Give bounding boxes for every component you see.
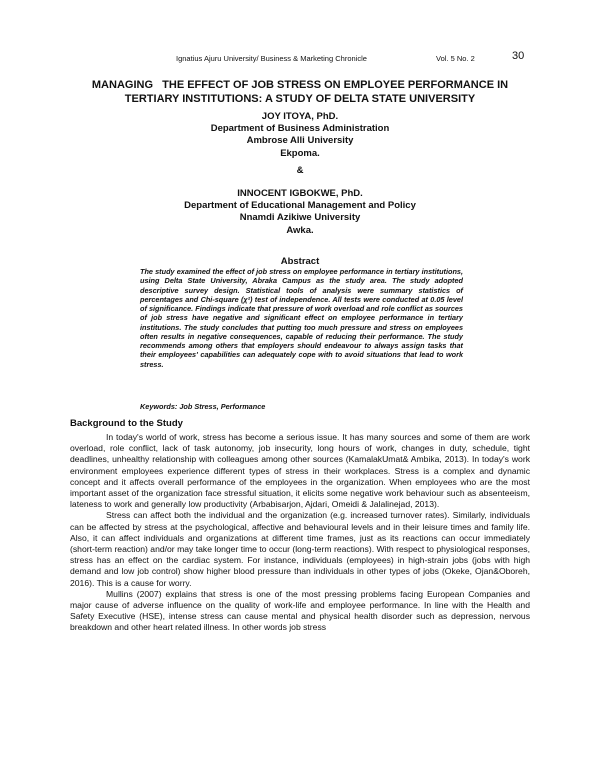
author1-department: Department of Business Administration <box>210 123 390 135</box>
author-block <box>60 111 540 237</box>
volume-issue: Vol. 5 No. 2 <box>436 54 475 63</box>
body-paragraph: Mullins (2007) explains that stress is one of the most pressing problems facing European Companies and major cause of adverse influence on the quality of work-life and employee performance. In line with the Health and Safety Executive (HSE), intense stress can cause mental and physical health disorder such as depression, nervous breakdown and other heart related illness. In other words job stress <box>70 588 530 633</box>
page-number: 30 <box>512 50 525 62</box>
author2-city: Awka. <box>286 224 314 236</box>
journal-name: Ignatius Ajuru University/ Business & Marketing Chronicle <box>176 54 367 63</box>
title-line-2: TERTIARY INSTITUTIONS: A STUDY OF DELTA STATE UNIVERSITY <box>124 93 476 105</box>
author2-department: Department of Educational Management and Policy <box>184 200 416 212</box>
author1-university: Ambrose Alli University <box>246 135 354 147</box>
author-separator: & <box>296 164 304 176</box>
author2-university: Nnamdi Azikiwe University <box>239 212 361 224</box>
title-line-1: MANAGING THE EFFECT OF JOB STRESS ON EMPLOYEE PERFORMANCE IN <box>91 79 509 91</box>
author1-city: Ekpoma. <box>280 147 320 159</box>
paper-title <box>60 78 540 106</box>
author1-name: JOY ITOYA, PhD. <box>261 111 339 122</box>
running-header <box>0 50 600 66</box>
section-heading: Background to the Study <box>70 418 183 429</box>
section-body <box>70 432 530 634</box>
abstract-text: The study examined the effect of job stress on employee performance in tertiary institutions, using Delta State University, Abraka Campus as the study area. The study adopted descriptive survey design. Statistical tools of analysis were summary statistics of percentages and Chi-square (χ²) test of independence. All tests were conducted at 0.05 level of significance. Findings indicate that pressure of work overload and role conflict as sources of job stress have negative and significant effect on employee performance in tertiary institutions. The study concludes that putting too much pressure and stress on employees often results in negative consequences, capable of reducing their performance. The study recommends among others that employers should endeavour to always assign tasks that their employees' capabilities can adequately cope with to avoid situations that lead to work stress. <box>140 267 463 369</box>
author2-name: INNOCENT IGBOKWE, PhD. <box>237 188 363 200</box>
abstract-heading: Abstract <box>280 256 320 267</box>
keywords: Keywords: Job Stress, Performance <box>140 402 266 411</box>
body-paragraph: In today's world of work, stress has become a serious issue. It has many sources and some of them are work overload, role conflict, lack of task autonomy, job insecurity, long hours of work, changes in duty, schedule, tight deadlines, unhealthy relationship with colleagues among other sources (KamalakUmat& Ambika, 2013). In today's work environment employees experience different types of stress in their workplaces. Stress is a complex and dynamic concept and it affects overall performance of the employees in the organization. When employees who are the most important asset of the organization face stressful situation, it elicits some negative work behaviour such as absenteeism, lateness to work and generally low productivity (Arbabisarjon, Ajdari, Omeidi & Jalalinejad, 2013). <box>70 432 530 510</box>
author-spacer <box>60 177 540 188</box>
body-paragraph: Stress can affect both the individual and the organization (e.g. increased turnover rates). Similarly, individuals can be affected by stress at the psychological, affective and behavioural levels and in their leisure times and family life. Also, it can affect individuals and organizations at different time frames, just as its reactions can occur immediately (short-term reaction) and/or may take longer time to occur (long-term reactions). With respect to physiological responses, stress has an effect on the cardiac system. For instance, individuals (employees) in high-strain jobs (jobs with high demand and low job control) show higher blood pressure than individuals in other types of jobs (Okeke, Ojan&Oboreh, 2016). This is a cause for worry. <box>70 510 530 588</box>
